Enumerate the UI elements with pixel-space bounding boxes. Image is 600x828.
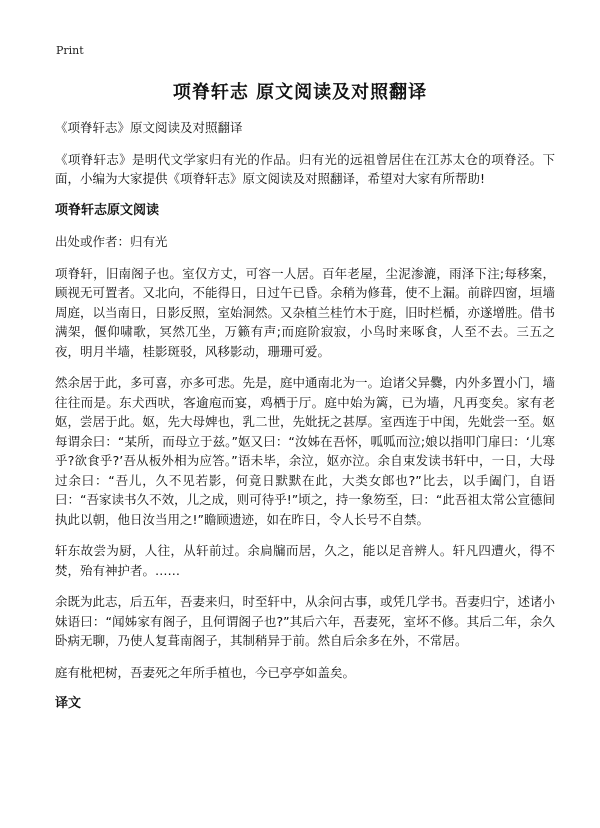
article-subtitle: 《项脊轩志》原文阅读及对照翻译	[55, 120, 243, 135]
original-paragraph-5: 庭有枇杷树，吾妻死之年所手植也，今已亭亭如盖矣。	[55, 664, 356, 680]
source-line: 出处或作者：归有光	[55, 234, 168, 249]
original-paragraph-3: 轩东故尝为厨，人往，从轩前过。余扃牖而居，久之，能以足音辨人。轩凡四遭火，得不焚，殆有神护者。……	[55, 543, 555, 578]
article-body	[55, 118, 555, 726]
original-paragraph-4: 余既为此志，后五年，吾妻来归，时至轩中，从余问古事，或凭几学书。吾妻归宁，述诸小妹语曰：“闻姊家有阁子，且何谓阁子也?”其后六年，吾妻死，室坏不修。其后二年，余久卧病无聊，乃使人复葺南阁子，其制稍异于前。然自后余多在外，不常居。	[55, 594, 556, 648]
print-link[interactable]: Print	[56, 44, 84, 57]
page-title: 项脊轩志 原文阅读及对照翻译	[172, 82, 428, 103]
intro-paragraph: 《项脊轩志》是明代文学家归有光的作品。归有光的远祖曾居住在江苏太仓的项脊泾。下面，小编为大家提供《项脊轩志》原文阅读及对照翻译，希望对大家有所帮助!	[55, 151, 555, 186]
original-paragraph-1: 项脊轩，旧南阁子也。室仅方丈，可容一人居。百年老屋，尘泥渗漉，雨泽下注;每移案，顾视无可置者。又北向，不能得日，日过午已昏。余稍为修葺，使不上漏。前辟四窗，垣墙周庭，以当南日，日影反照，室始洞然。又杂植兰桂竹木于庭，旧时栏楯，亦遂增胜。借书满架，偃仰啸歌，冥然兀坐，万籁有声;而庭阶寂寂，小鸟时来啄食，人至不去。三五之夜，明月半墙，桂影斑驳，风移影动，珊珊可爱。	[55, 265, 556, 359]
translation-heading: 译文	[55, 696, 82, 711]
original-paragraph-2: 然余居于此，多可喜，亦多可悲。先是，庭中通南北为一。迨诸父异爨，内外多置小门，墙往往而是。东犬西吠，客逾庖而宴，鸡栖于厅。庭中始为篱，已为墙，凡再变矣。家有老妪，尝居于此。妪，先大母婢也，乳二世，先妣抚之甚厚。室西连于中闺，先妣尝一至。妪每谓余曰：“某所，而母立于兹。”妪又曰：“汝姊在吾怀，呱呱而泣;娘以指叩门扉曰：‘儿寒乎?欲食乎?’吾从板外相为应答。”语未毕，余泣，妪亦泣。余自束发读书轩中，一日，大母过余曰：“吾儿，久不见若影，何竟日默默在此，大类女郎也?”比去，以手阖门，自语曰：“吾家读书久不效，儿之成，则可待乎!”顷之，持一象笏至，曰：“此吾祖太常公宣德间执此以朝，他日汝当用之!”瞻顾遗迹，如在昨日，令人长号不自禁。	[55, 375, 556, 527]
original-text-heading: 项脊轩志原文阅读	[55, 202, 160, 218]
